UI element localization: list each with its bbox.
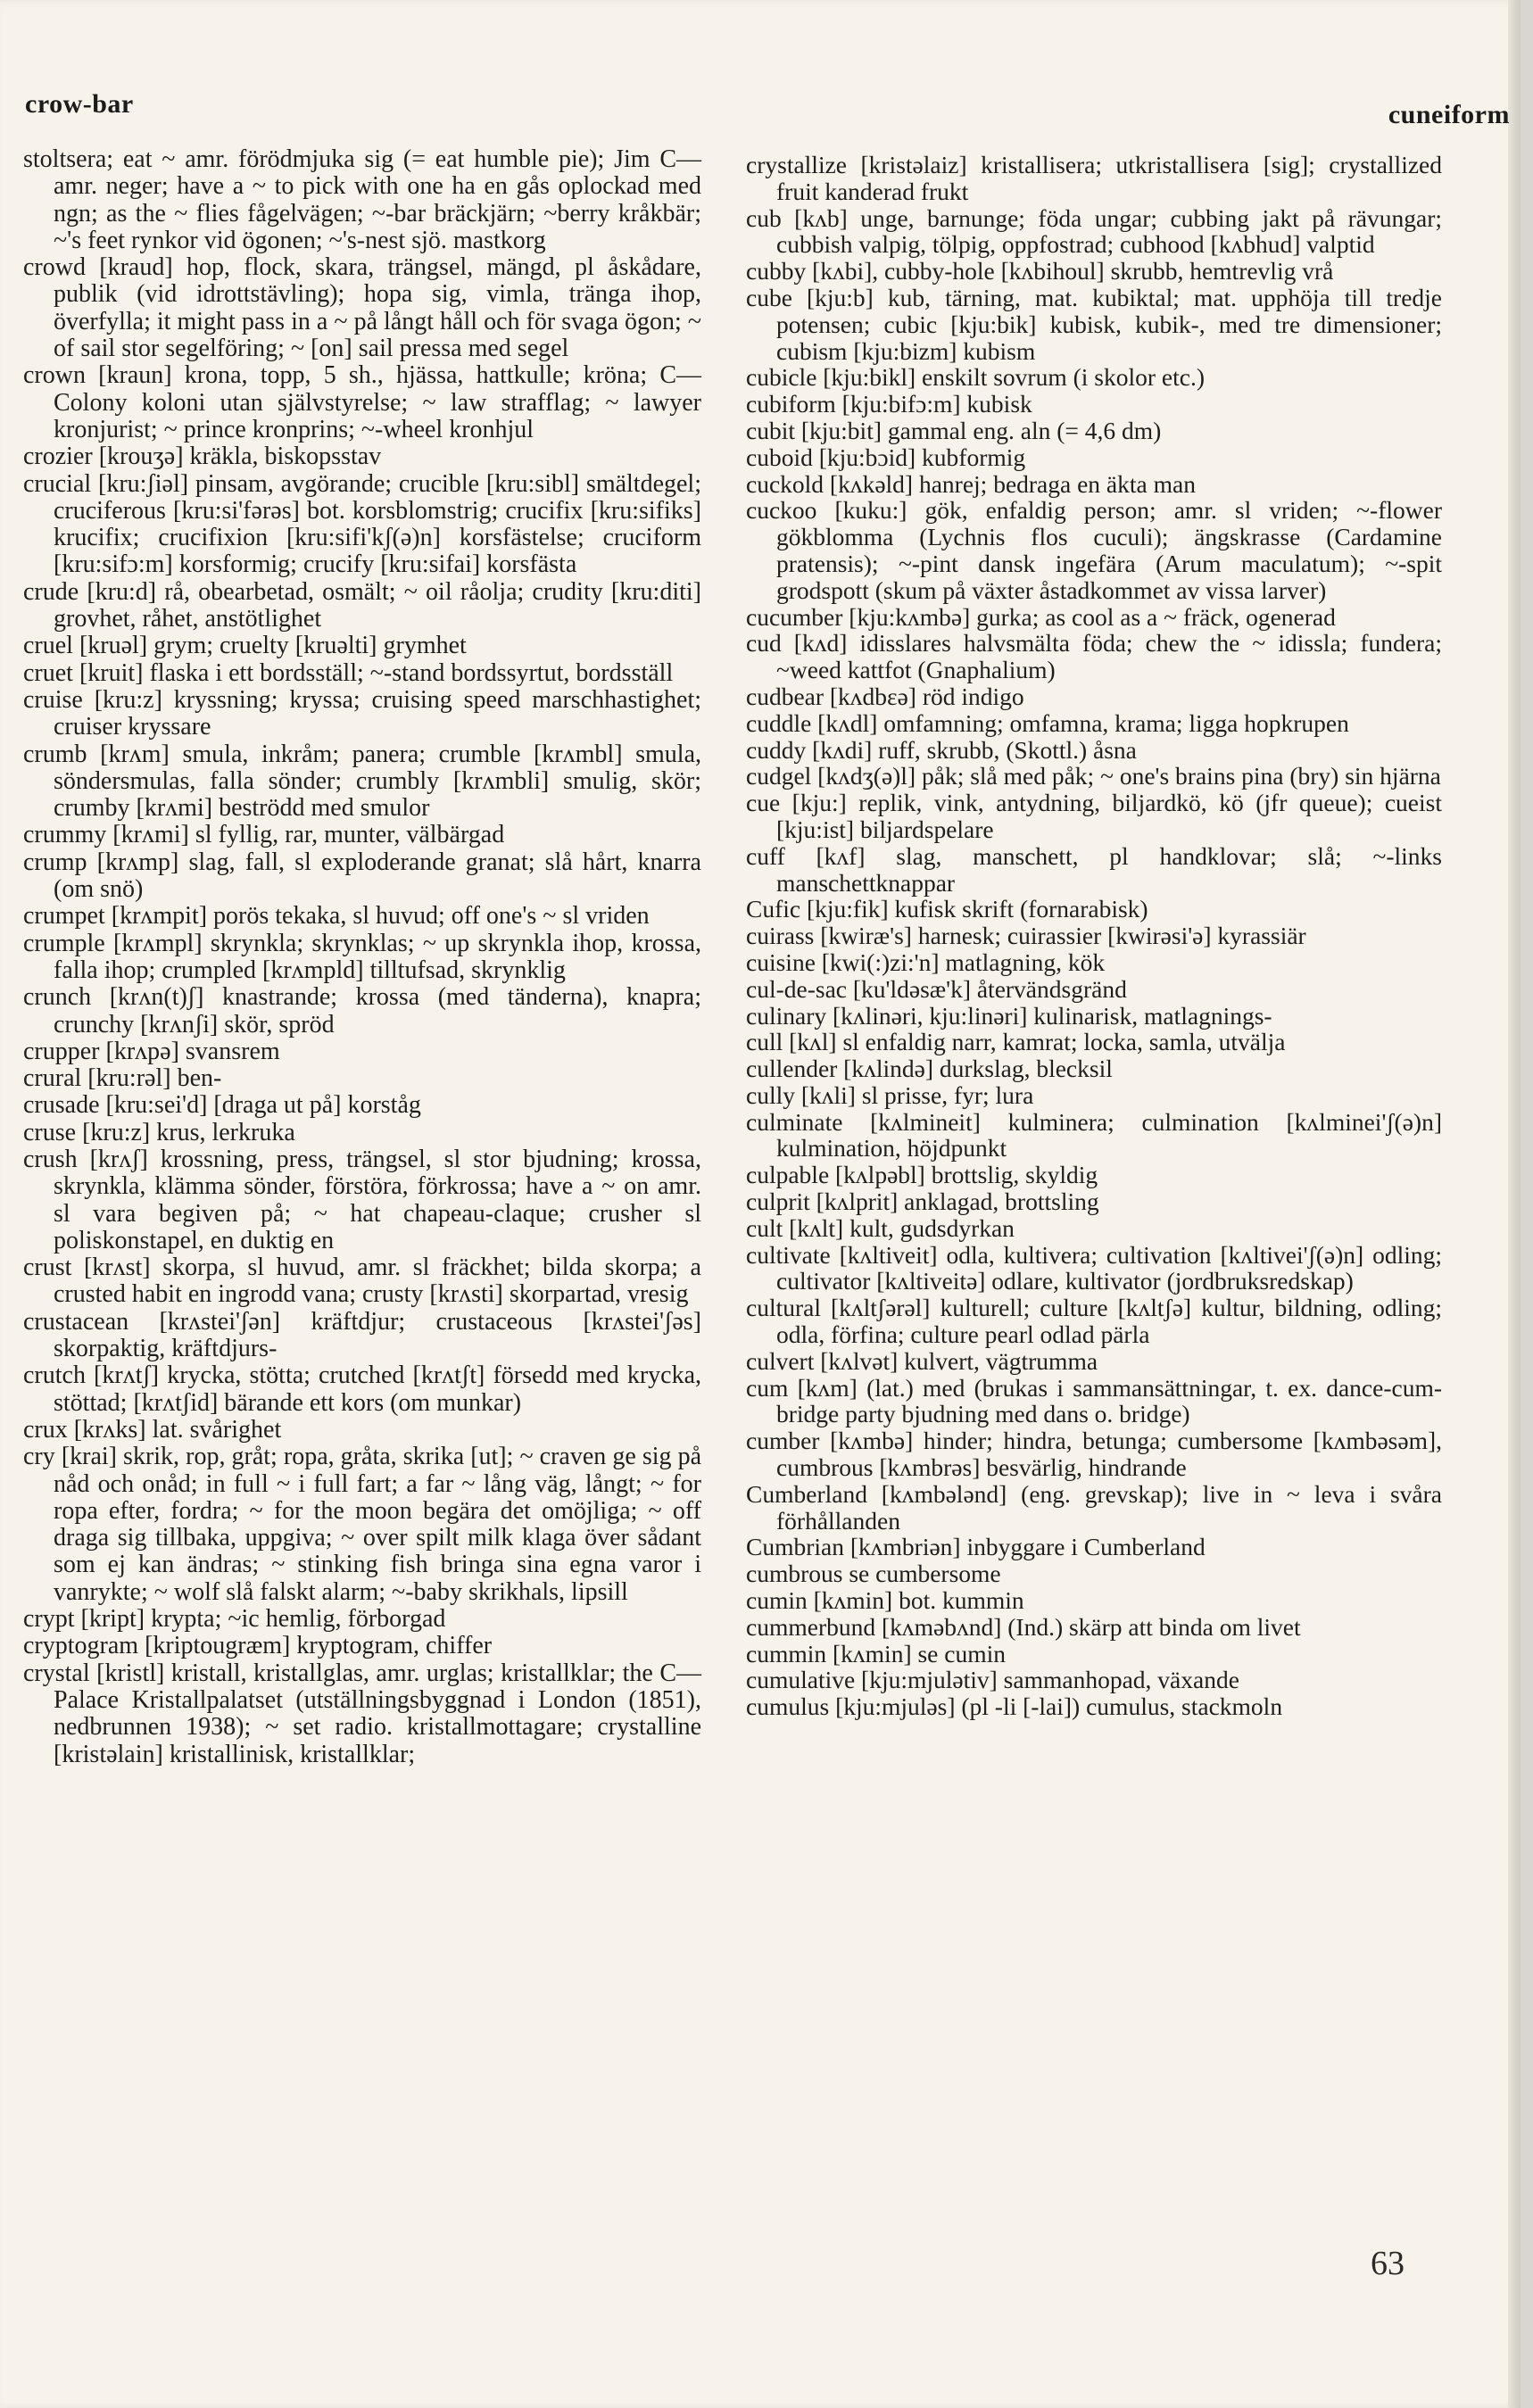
dictionary-entry: crozier [krouʒə] kräkla, biskopsstav [23,443,382,471]
dictionary-entry: cumber [kʌmbə] hinder; hindra, betunga; cumbersome [kʌmbəsəm], cumbrous [kʌmbrəs] besvärlig, hindrande [746,1427,1442,1482]
dictionary-entry: cruet [kruit] flaska i ett bordsställ; ~-stand bordssyrtut, bordsställ [23,658,674,687]
dictionary-entry: crustacean [krʌstei'ʃən] kräftdjur; crustaceous [krʌstei'ʃəs] skorpaktig, kräftdjurs- [23,1307,701,1363]
dictionary-entry: crown [kraun] krona, topp, 5 sh., hjässa, hattkulle; kröna; C— Colony koloni utan självstyrelse; ~ law strafflag; ~ lawyer kronjurist; ~ prince kronprins; ~-wheel kronhjul [23,361,701,443]
dictionary-entry: cue [kju:] replik, vink, antydning, biljardkö, kö (jfr queue); cueist [kju:ist] biljardspelare [746,789,1442,843]
left-column [23,146,701,1768]
dictionary-entry: culprit [kʌlprit] anklagad, brottsling [746,1187,1099,1216]
dictionary-entry: crummy [krʌmi] sl fyllig, rar, munter, välbärgad [23,821,505,849]
dictionary-entry: culinary [kʌlinəri, kju:linəri] kulinarisk, matlagnings- [746,1001,1272,1030]
dictionary-entry: cruse [kru:z] krus, lerkruka [23,1118,295,1146]
dictionary-entry: crowd [kraud] hop, flock, skara, trängsel, mängd, pl åskådare, publik (vid idrottstävling); hopa sig, vimla, tränga ihop, överfylla; it might pass in a ~ på långt håll och för svaga ögon; ~ of sail stor segelföring; ~ [on] sail pressa med segel [23,253,701,363]
dictionary-entry: cubit [kju:bit] gammal eng. aln (= 4,6 dm) [746,416,1162,444]
dictionary-entry: crux [krʌks] lat. svårighet [23,1415,282,1444]
guide-word-right: cuneiform [1388,100,1510,129]
dictionary-entry: crystal [kristl] kristall, kristallglas, amr. urglas; kristallklar; the C— Palace Kristallpalatset (utställningsbyggnad i London (1851), nedbrunnen 1938); ~ set radio. kristallmottagare; crystalline [kristəlain] kristallinisk, kristallklar; [23,1659,701,1768]
dictionary-entry: cumbrous se cumbersome [746,1560,1001,1588]
dictionary-entry: crupper [krʌpə] svansrem [23,1037,280,1065]
dictionary-entry: cuddy [kʌdi] ruff, skrubb, (Skottl.) åsna [746,735,1137,764]
dictionary-entry: crust [krʌst] skorpa, sl huvud, amr. sl fräckhet; bilda skorpa; a crusted habit en ingrodd vana; crusty [krʌsti] skorpartad, vresig [23,1254,701,1309]
dictionary-entry: crusade [kru:sei'd] [draga ut på] korståg [23,1091,421,1120]
dictionary-entry: Cumberland [kʌmbələnd] (eng. grevskap); live in ~ leva i svåra förhållanden [746,1479,1442,1535]
dictionary-entry: cuirass [kwiræ's] harnesk; cuirassier [kwirəsi'ə] kyrassiär [746,922,1306,950]
dictionary-entry: cuckoo [kuku:] gök, enfaldig person; amr. sl vriden; ~-flower gökblomma (Lychnis flos cuculi); ängskrasse (Cardamine pratensis); ~-pint dansk ingefära (Arum maculatum); ~-spit grodspott (skum på växter åstadkommet av vissa larver) [746,496,1442,604]
dictionary-entry: cuboid [kju:bɔid] kubformig [746,443,1026,471]
dictionary-entry: cryptogram [kriptougræm] kryptogram, chiffer [23,1632,493,1660]
dictionary-entry: cry [krai] skrik, rop, gråt; ropa, gråta, skrika [ut]; ~ craven ge sig på nåd och onåd; in full ~ i full fart; a far ~ lång väg, långt; ~ for ropa efter, fordra; ~ for the moon begära det omöjliga; ~ off draga sig tillbaka, uppgiva; ~ over spilt milk klaga över sådant som ej kan ändras; ~ stinking fish bringa sina egna varor i vanrykte; ~ wolf slå falskt alarm; ~-baby skrikhals, lipsill [23,1443,701,1606]
dictionary-entry: crural [kru:rəl] ben- [23,1064,222,1093]
dictionary-entry: cruise [kru:z] kryssning; kryssa; cruising speed marschhastighet; cruiser kryssare [23,685,701,741]
dictionary-entry: cultural [kʌltʃərəl] kulturell; culture [kʌltʃə] kultur, bildning, odling; odla, förfina; culture pearl odlad pärla [746,1294,1442,1349]
dictionary-entry: crumple [krʌmpl] skrynkla; skrynklas; ~ up skrynkla ihop, krossa, falla ihop; crumpled [krʌmpld] tilltufsad, skrynklig [23,929,701,984]
dictionary-entry: cudbear [kʌdbɛə] röd indigo [746,682,1024,710]
dictionary-entry: crypt [kript] krypta; ~ic hemlig, förborgad [23,1605,446,1634]
dictionary-entry: cullender [kʌlində] durkslag, blecksil [746,1055,1113,1083]
dictionary-entry: cumulus [kju:mjuləs] (pl -li [-lai]) cumulus, stackmoln [746,1692,1283,1721]
dictionary-entry: crucial [kru:ʃiəl] pinsam, avgörande; crucible [kru:sibl] smältdegel; cruciferous [kru:si'fərəs] bot. korsblomstrig; crucifix [kru:sifiks] krucifix; crucifixion [kru:sifi'kʃ(ə)n] korsfästelse; cruciform [kru:sifɔ:m] korsformig; crucify [kru:sifai] korsfästa [23,469,701,579]
page-number: 63 [1371,2245,1405,2282]
dictionary-entry: cult [kʌlt] kult, gudsdyrkan [746,1213,1015,1242]
dictionary-entry: cull [kʌl] sl enfaldig narr, kamrat; locka, samla, utvälja [746,1028,1286,1056]
dictionary-entry: Cumbrian [kʌmbriən] inbyggare i Cumberland [746,1533,1206,1561]
dictionary-entry: crump [krʌmp] slag, fall, sl exploderande granat; slå hårt, knarra (om snö) [23,848,701,904]
right-column [746,152,1442,1720]
dictionary-entry: cubby [kʌbi], cubby-hole [kʌbihoul] skrubb, hemtrevlig vrå [746,257,1334,285]
dictionary-entry: cubiform [kju:bifɔ:m] kubisk [746,390,1032,418]
dictionary-entry: crystallize [kristəlaiz] kristallisera; utkristallisera [sig]; crystallized fruit kanderad frukt [746,151,1442,205]
dictionary-entry: cully [kʌli] sl prisse, fyr; lura [746,1080,1034,1109]
guide-word-left: crow-bar [25,89,134,119]
dictionary-entry: cultivate [kʌltiveit] odla, kultivera; cultivation [kʌltivei'ʃ(ə)n] odling; cultivator [kʌltiveitə] odlare, kultivator (jordbruksredskap) [746,1240,1442,1295]
dictionary-entry: cuisine [kwi(:)zi:'n] matlagning, kök [746,947,1106,976]
dictionary-entry: crutch [krʌtʃ] krycka, stötta; crutched [krʌtʃt] försedd med krycka, stöttad; [krʌtʃid] bärande ett kors (om munkar) [23,1361,701,1417]
dictionary-entry: crumpet [krʌmpit] porös tekaka, sl huvud; off one's ~ sl vriden [23,902,650,931]
dictionary-entry: cud [kʌd] idisslares halvsmälta föda; chew the ~ idissla; fundera; ~weed kattfot (Gnaphalium) [746,629,1442,684]
dictionary-entry: cucumber [kju:kʌmbə] gurka; as cool as a ~ fräck, ogenerad [746,602,1336,631]
dictionary-entry: cumin [kʌmin] bot. kummin [746,1586,1024,1615]
dictionary-entry: cumulative [kju:mjulətiv] sammanhopad, växande [746,1666,1239,1694]
dictionary-entry: crush [krʌʃ] krossning, press, trängsel, sl stor bjudning; krossa, skrynkla, klämma sönder, förstöra, förkrossa; have a ~ on amr. sl vara begiven på; ~ hat chapeau-claque; crusher sl poliskonstapel, en duktig en [23,1145,701,1254]
dictionary-entry: crumb [krʌm] smula, inkråm; panera; crumble [krʌmbl] smula, söndersmulas, falla sönder; crumbly [krʌmbli] smulig, skör; crumby [krʌmi] beströdd med smulor [23,740,701,823]
dictionary-entry: cum [kʌm] (lat.) med (brukas i sammansättningar, t. ex. dance-cum-bridge party bjudning med dans o. bridge) [746,1373,1442,1428]
dictionary-entry: cuff [kʌf] slag, manschett, pl handklovar; slå; ~-links manschettknappar [746,841,1442,897]
dictionary-entry: Cufic [kju:fik] kufisk skrift (fornarabisk) [746,895,1148,923]
dictionary-entry: cuddle [kʌdl] omfamning; omfamna, krama; ligga hopkrupen [746,708,1349,737]
dictionary-entry: crunch [krʌn(t)ʃ] knastrande; krossa (med tänderna), knapra; crunchy [krʌnʃi] skör, spröd [23,983,701,1039]
dictionary-entry: cudgel [kʌdʒ(ə)l] påk; slå med påk; ~ one's brains pina (bry) sin hjärna [746,762,1441,790]
dictionary-entry: stoltsera; eat ~ amr. förödmjuka sig (= eat humble pie); Jim C— amr. neger; have a ~ to pick with one ha en gås oplockad med ngn; as the ~ flies fågelvägen; ~-bar bräckjärn; ~berry kråkbär; ~'s feet rynkor vid ögonen; ~'s-nest sjö. mastkorg [23,145,701,254]
dictionary-entry: cuckold [kʌkəld] hanrej; bedraga en äkta man [746,469,1196,498]
dictionary-entry: culminate [kʌlmineit] kulminera; culmination [kʌlminei'ʃ(ə)n] kulmination, höjdpunkt [746,1107,1442,1163]
dictionary-entry: cummin [kʌmin] se cumin [746,1639,1006,1667]
dictionary-entry: cub [kʌb] unge, barnunge; föda ungar; cubbing jakt på rävungar; cubbish valpig, tölpig, oppfostrad; cubhood [kʌbhud] valptid [746,203,1442,259]
dictionary-entry: cummerbund [kʌməbʌnd] (Ind.) skärp att binda om livet [746,1612,1301,1641]
dictionary-entry: cruel [kruəl] grym; cruelty [kruəlti] grymhet [23,632,467,660]
dictionary-entry: culpable [kʌlpəbl] brottslig, skyldig [746,1161,1098,1189]
dictionary-entry: cubicle [kju:bikl] enskilt sovrum (i skolor etc.) [746,363,1205,392]
dictionary-entry: cul-de-sac [ku'ldəsæ'k] återvändsgränd [746,974,1127,1003]
dictionary-entry: culvert [kʌlvət] kulvert, vägtrumma [746,1346,1098,1375]
dictionary-entry: crude [kru:d] rå, obearbetad, osmält; ~ oil råolja; crudity [kru:diti] grovhet, råhet, anstötlighet [23,577,701,633]
dictionary-entry: cube [kju:b] kub, tärning, mat. kubiktal; mat. upphöja till tredje potensen; cubic [kju:bik] kubisk, kubik-, med tre dimensioner; cubism [kju:bizm] kubism [746,283,1442,365]
page-edge [1508,0,1521,2408]
